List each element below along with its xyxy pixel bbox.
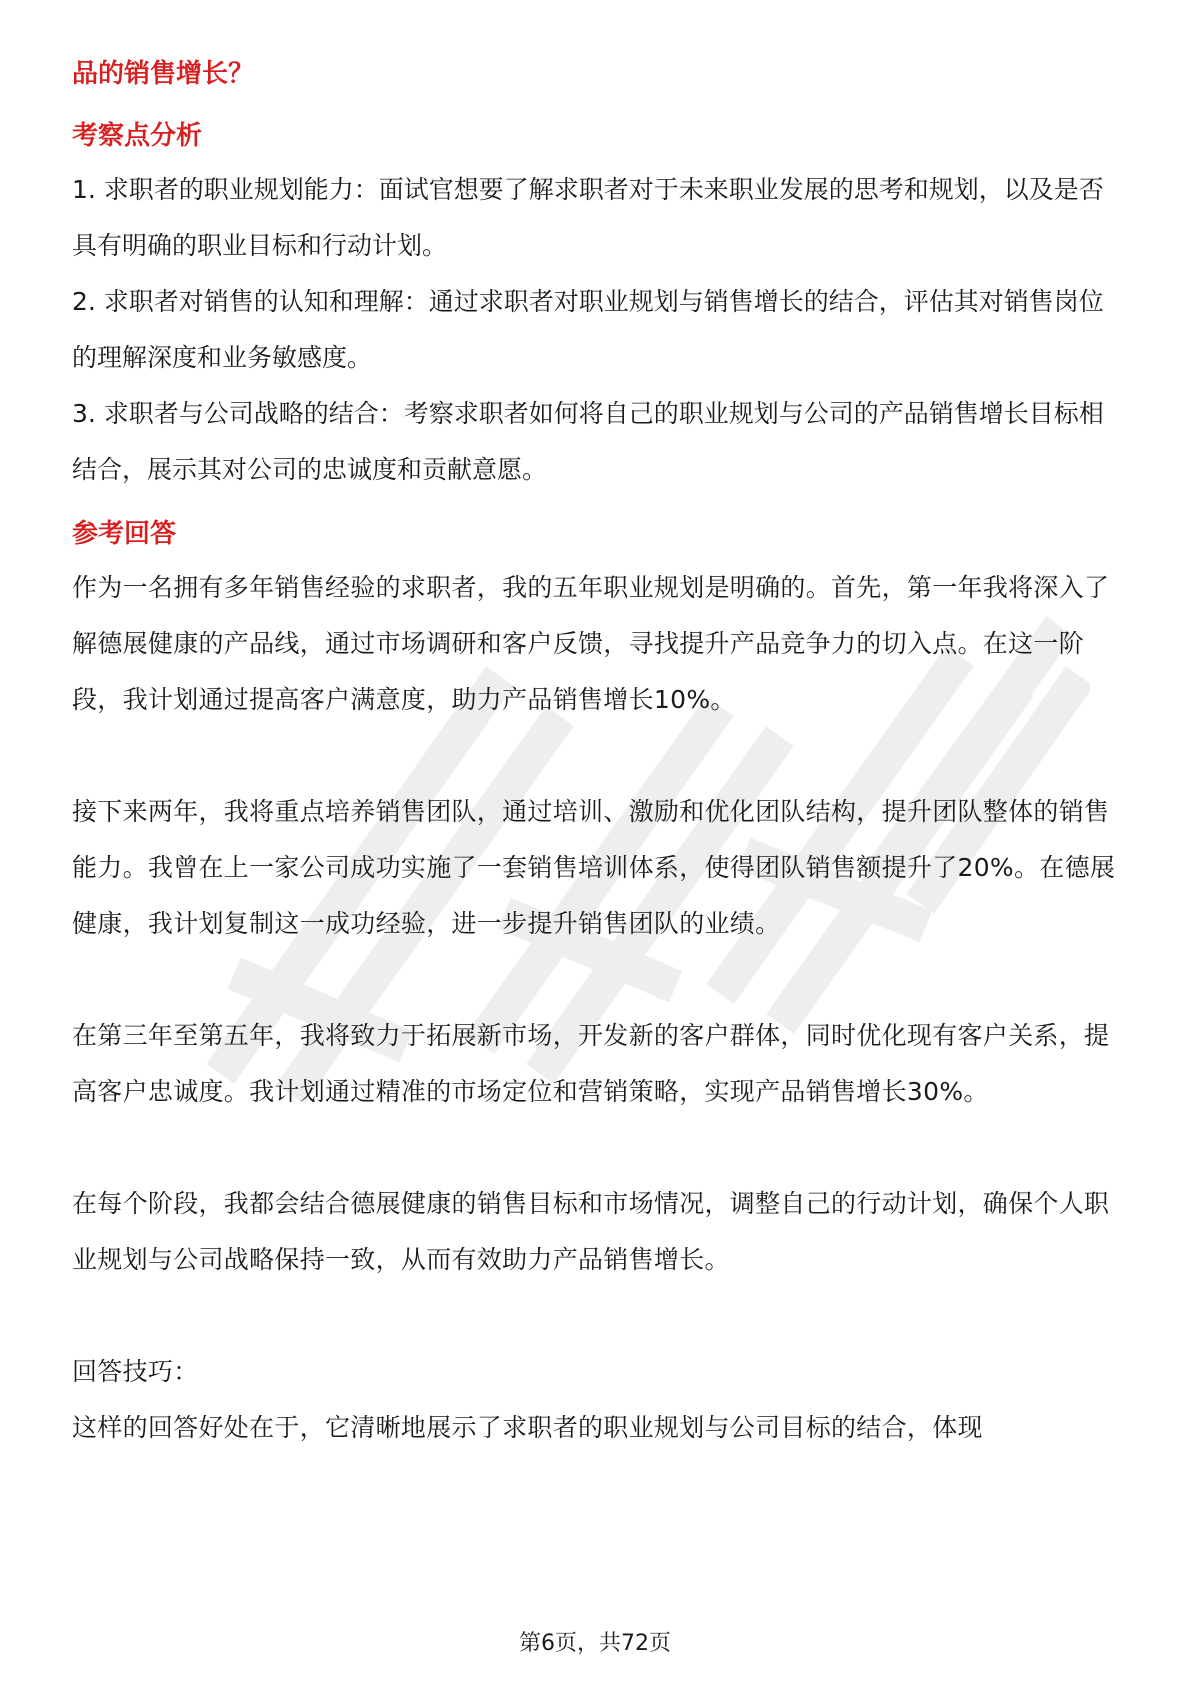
analysis-item: 1. 求职者的职业规划能力：面试官想要了解求职者对于未来职业发展的思考和规划，以及是否具有明确的职业目标和行动计划。 [72, 175, 1104, 260]
answer-heading: 参考回答 [72, 519, 177, 549]
analysis-item: 2. 求职者对销售的认知和理解：通过求职者对职业规划与销售增长的结合，评估其对销售岗位的理解深度和业务敏感度。 [72, 287, 1104, 372]
tips-heading: 回答技巧： [72, 1357, 199, 1386]
analysis-item: 3. 求职者与公司战略的结合：考察求职者如何将自己的职业规划与公司的产品销售增长目标相结合，展示其对公司的忠诚度和贡献意愿。 [72, 399, 1104, 484]
answer-paragraph: 作为一名拥有多年销售经验的求职者，我的五年职业规划是明确的。首先，第一年我将深入了解德展健康的产品线，通过市场调研和客户反馈，寻找提升产品竞争力的切入点。在这一阶段，我计划通过提高客户满意度，助力产品销售增长10%。 [72, 573, 1110, 714]
answer-paragraph: 在每个阶段，我都会结合德展健康的销售目标和市场情况，调整自己的行动计划，确保个人职业规划与公司战略保持一致，从而有效助力产品销售增长。 [72, 1189, 1110, 1274]
analysis-heading: 考察点分析 [72, 121, 203, 151]
content-area [72, 48, 1118, 1456]
continued-question-heading: 品的销售增长？ [72, 59, 255, 89]
answer-paragraph: 接下来两年，我将重点培养销售团队，通过培训、激励和优化团队结构，提升团队整体的销售能力。我曾在上一家公司成功实施了一套销售培训体系，使得团队销售额提升了20%。在德展健康，我计划复制这一成功经验，进一步提升销售团队的业绩。 [72, 797, 1116, 938]
answer-paragraph: 在第三年至第五年，我将致力于拓展新市场，开发新的客户群体，同时优化现有客户关系，提高客户忠诚度。我计划通过精准的市场定位和营销策略，实现产品销售增长30%。 [72, 1021, 1110, 1106]
tips-text: 这样的回答好处在于，它清晰地展示了求职者的职业规划与公司目标的结合，体现 [72, 1413, 983, 1442]
page-number-footer: 第6页，共72页 [519, 1631, 671, 1656]
